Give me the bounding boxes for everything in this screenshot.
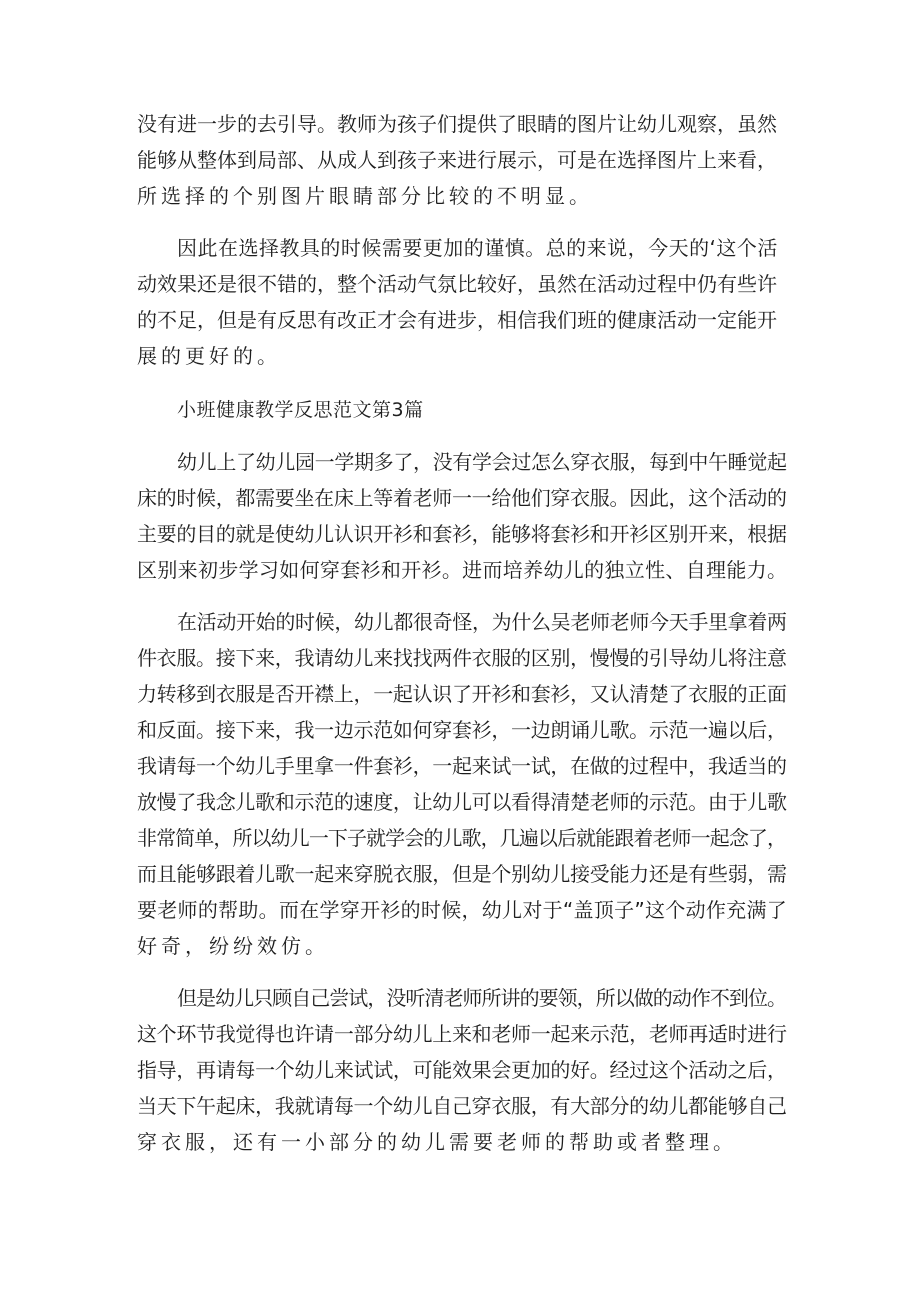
paragraph-line: 好奇，纷纷效仿。: [137, 934, 329, 958]
section-heading: 小班健康教学反思范文第3篇: [177, 399, 424, 421]
paragraph-line: 床的时候，都需要坐在床上等着老师一一给他们穿衣服。因此，这个活动的: [137, 486, 787, 510]
paragraph-line: 动效果还是很不错的，整个活动气氛比较好，虽然在活动过程中仍有些许: [137, 272, 777, 296]
paragraph-line: 主要的目的就是使幼儿认识开衫和套衫，能够将套衫和开衫区别开来，根据: [137, 522, 787, 546]
paragraph-line: 因此在选择教具的时候需要更加的谨慎。总的来说，今天的‘这个活: [177, 236, 778, 260]
paragraph-line: 放慢了我念儿歌和示范的速度，让幼儿可以看得清楚老师的示范。由于儿歌: [137, 790, 787, 814]
paragraph-line: 幼儿上了幼儿园一学期多了，没有学会过怎么穿衣服，每到中午睡觉起: [177, 450, 787, 474]
paragraph-line: 我请每一个幼儿手里拿一件套衫，一起来试一试，在做的过程中，我适当的: [137, 754, 787, 778]
paragraph-line: 但是幼儿只顾自己尝试，没听清老师所讲的要领，所以做的动作不到位。: [177, 986, 787, 1010]
paragraph-line: 指导，再请每一个幼儿来试试，可能效果会更加的好。经过这个活动之后，: [137, 1058, 787, 1082]
paragraph-line: 能够从整体到局部、从成人到孩子来进行展示，可是在选择图片上来看，: [137, 148, 777, 172]
paragraph-line: 展的更好的。: [137, 344, 281, 368]
paragraph-line: 和反面。接下来，我一边示范如何穿套衫，一边朗诵儿歌。示范一遍以后，: [137, 718, 787, 742]
paragraph-line: 这个环节我觉得也许请一部分幼儿上来和老师一起来示范，老师再适时进行: [137, 1022, 787, 1046]
paragraph-line: 力转移到衣服是否开襟上，一起认识了开衫和套衫，又认清楚了衣服的正面: [137, 682, 787, 706]
paragraph-line: 要老师的帮助。而在学穿开衫的时候，幼儿对于“盖顶子”这个动作充满了: [137, 898, 788, 922]
paragraph-line: 区别来初步学习如何穿套衫和开衫。进而培养幼儿的独立性、自理能力。: [137, 558, 788, 582]
paragraph-line: 所选择的个别图片眼睛部分比较的不明显。: [137, 184, 593, 208]
paragraph-line: 穿衣服，还有一小部分的幼儿需要老师的帮助或者整理。: [137, 1130, 737, 1154]
paragraph-line: 没有进一步的去引导。教师为孩子们提供了眼睛的图片让幼儿观察，虽然: [137, 112, 777, 136]
paragraph-line: 的不足，但是有反思有改正才会有进步，相信我们班的健康活动一定能开: [137, 308, 777, 332]
paragraph-line: 在活动开始的时候，幼儿都很奇怪，为什么吴老师老师今天手里拿着两: [177, 610, 787, 634]
paragraph-line: 而且能够跟着儿歌一起来穿脱衣服，但是个别幼儿接受能力还是有些弱，需: [137, 862, 787, 886]
paragraph-line: 非常简单，所以幼儿一下子就学会的儿歌，几遍以后就能跟着老师一起念了，: [137, 826, 787, 850]
paragraph-line: 件衣服。接下来，我请幼儿来找找两件衣服的区别，慢慢的引导幼儿将注意: [137, 646, 787, 670]
paragraph-line: 当天下午起床，我就请每一个幼儿自己穿衣服，有大部分的幼儿都能够自己: [137, 1094, 787, 1118]
